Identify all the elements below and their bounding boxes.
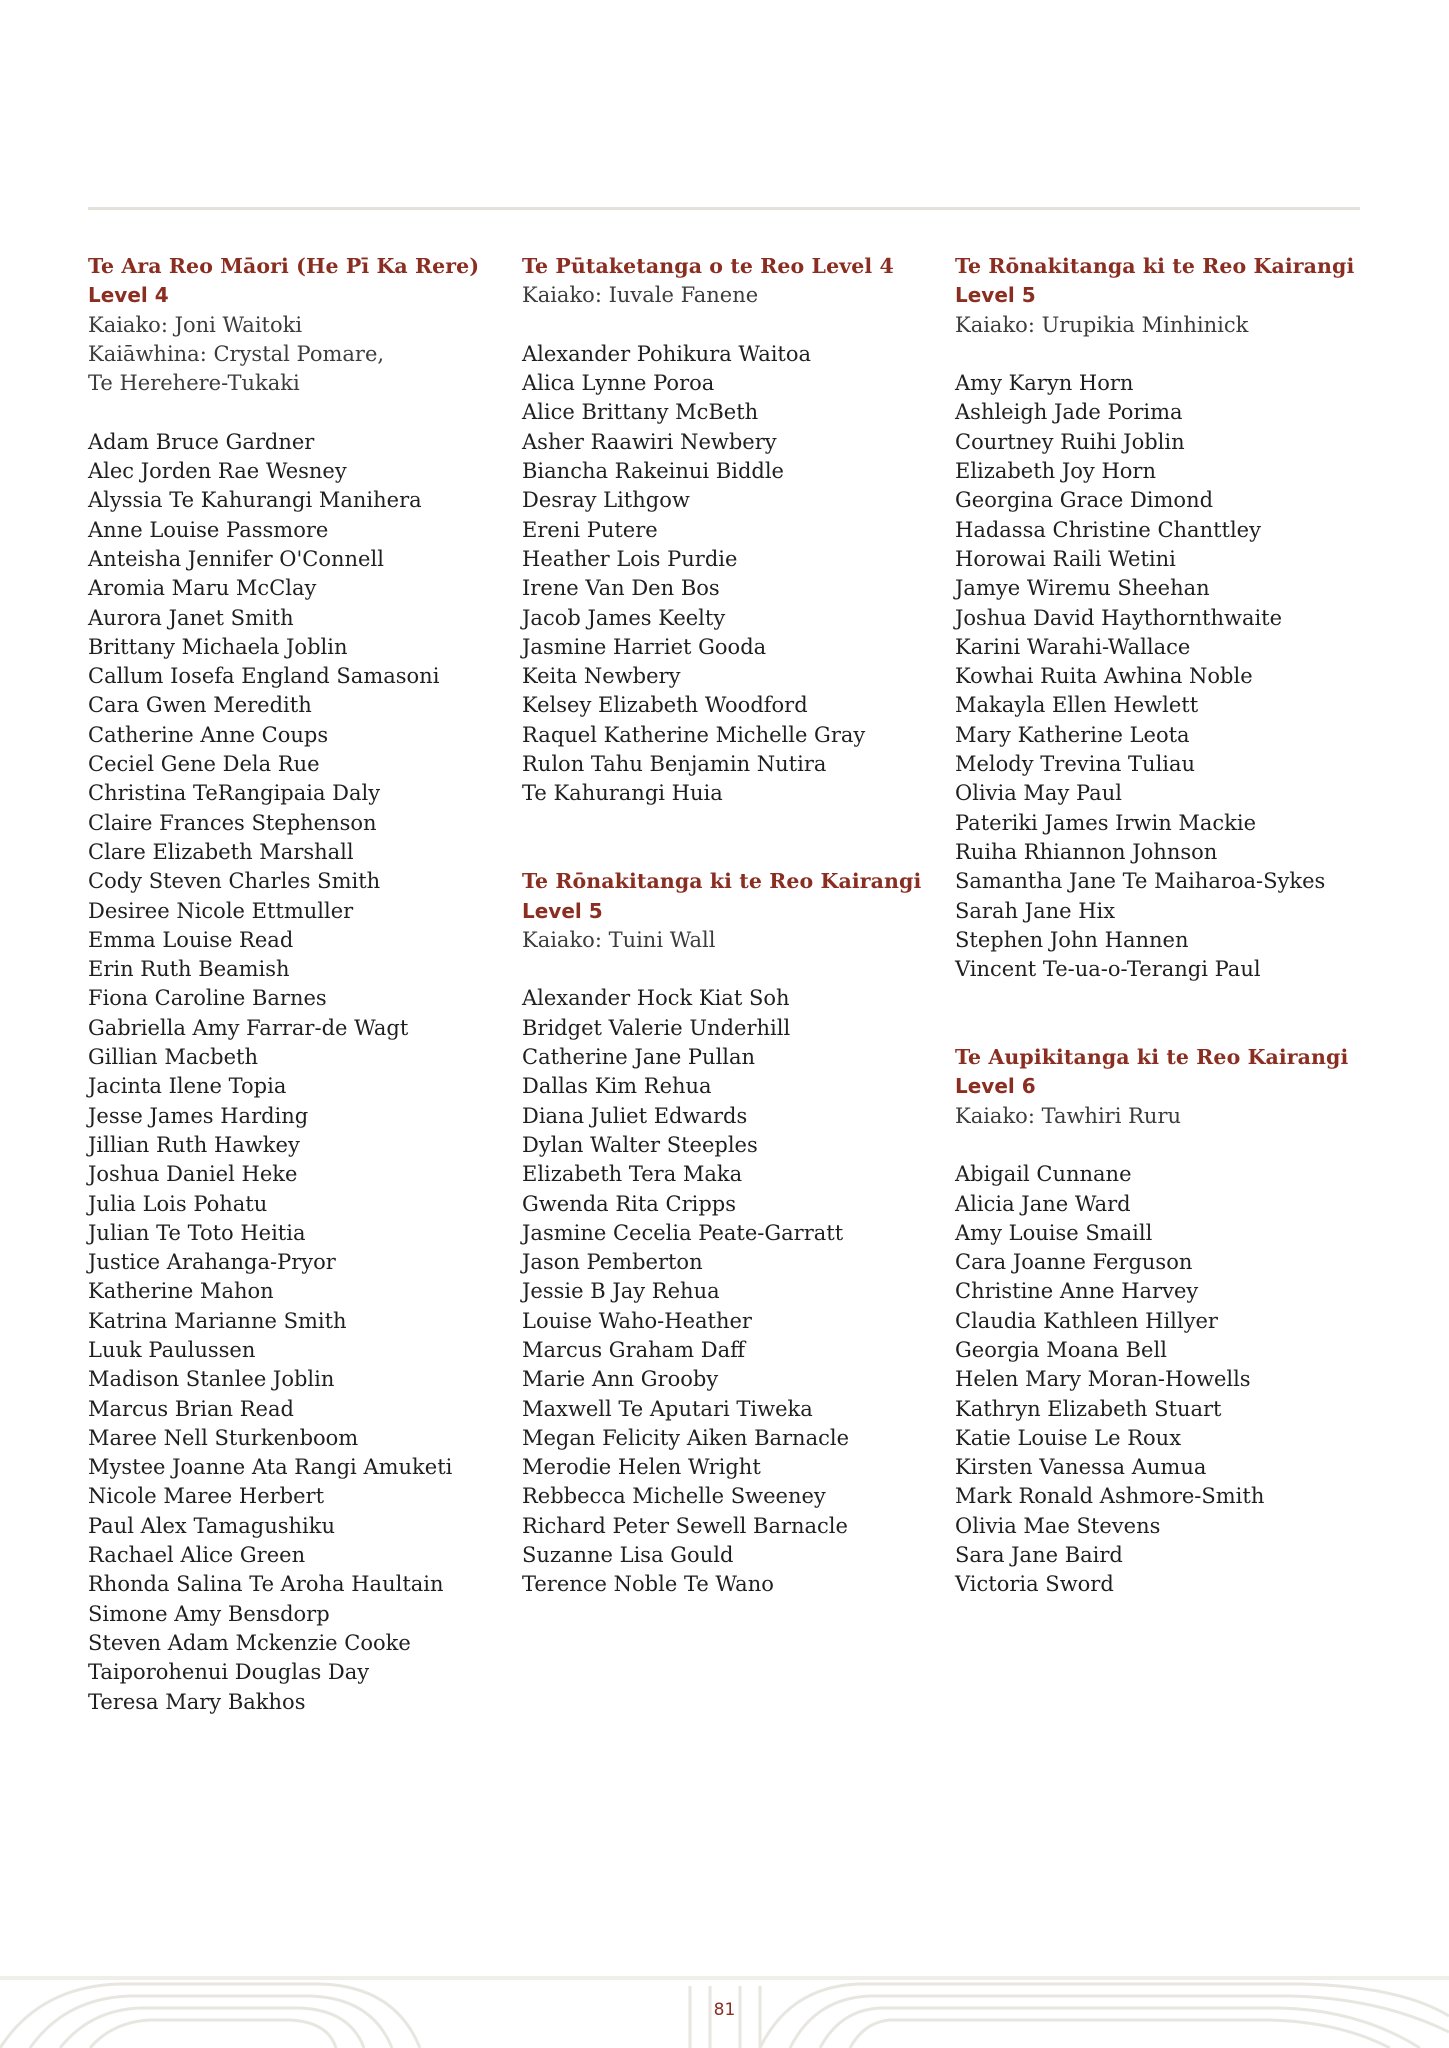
graduate-name: Anteisha Jennifer O'Connell: [88, 546, 384, 571]
graduate-name: Simone Amy Bensdorp: [88, 1601, 330, 1626]
graduate-name: Victoria Sword: [955, 1572, 1114, 1597]
section-level: Level 5: [522, 898, 603, 923]
graduate-name: Jasmine Harriet Gooda: [522, 634, 767, 659]
blank-line: [955, 340, 1355, 369]
blank-line: [88, 398, 508, 427]
graduate-name: Julian Te Toto Heitia: [88, 1220, 306, 1245]
graduate-name: Gabriella Amy Farrar-de Wagt: [88, 1015, 409, 1040]
section-spacer: [955, 984, 1355, 1043]
graduate-name: Marcus Graham Daff: [522, 1337, 746, 1362]
tutor-line: Te Herehere-Tukaki: [88, 371, 300, 396]
graduate-list: [955, 369, 1355, 984]
graduate-name: Dallas Kim Rehua: [522, 1074, 712, 1099]
graduate-name: Paul Alex Tamagushiku: [88, 1513, 336, 1538]
graduate-name: Pateriki James Irwin Mackie: [955, 810, 1257, 835]
graduate-name: Richard Peter Sewell Barnacle: [522, 1513, 848, 1538]
graduate-name: Irene Van Den Bos: [522, 576, 720, 601]
tutor-line: Kaiako: Tawhiri Ruru: [955, 1103, 1182, 1128]
graduate-name: Jacinta Ilene Topia: [88, 1074, 287, 1099]
graduate-name: Marie Ann Grooby: [522, 1367, 719, 1392]
graduate-name: Brittany Michaela Joblin: [88, 634, 348, 659]
section-level: Level 5: [955, 283, 1036, 308]
page-number: 81: [713, 2000, 736, 2020]
graduate-name: Alice Brittany McBeth: [522, 400, 759, 425]
graduate-name: Luuk Paulussen: [88, 1337, 256, 1362]
graduate-name: Aurora Janet Smith: [88, 605, 294, 630]
graduate-name: Adam Bruce Gardner: [88, 429, 315, 454]
graduate-name: Kathryn Elizabeth Stuart: [955, 1396, 1222, 1421]
graduate-name: Jessie B Jay Rehua: [522, 1279, 720, 1304]
graduate-name: Christina TeRangipaia Daly: [88, 781, 381, 806]
graduate-name: Amy Louise Smaill: [955, 1220, 1153, 1245]
graduate-name: Jacob James Keelty: [522, 605, 726, 630]
graduate-name: Sara Jane Baird: [955, 1543, 1123, 1568]
graduate-name: Bridget Valerie Underhill: [522, 1015, 791, 1040]
graduate-name: Samantha Jane Te Maiharoa-Sykes: [955, 869, 1326, 894]
graduate-name: Makayla Ellen Hewlett: [955, 693, 1199, 718]
graduate-name: Kelsey Elizabeth Woodford: [522, 693, 808, 718]
section-title: Te Aupikitanga ki te Reo Kairangi: [955, 1045, 1349, 1070]
graduate-name: Megan Felicity Aiken Barnacle: [522, 1425, 850, 1450]
graduate-name: Suzanne Lisa Gould: [522, 1543, 734, 1568]
graduate-list: [522, 340, 922, 809]
graduate-name: Te Kahurangi Huia: [522, 781, 723, 806]
section-title: Te Rōnakitanga ki te Reo Kairangi: [522, 869, 922, 894]
graduate-name: Ceciel Gene Dela Rue: [88, 752, 320, 777]
graduate-name: Helen Mary Moran-Howells: [955, 1367, 1251, 1392]
graduate-name: Joshua Daniel Heke: [88, 1162, 298, 1187]
column-2: [522, 252, 922, 1600]
graduate-name: Jillian Ruth Hawkey: [88, 1132, 300, 1157]
graduate-name: Nicole Maree Herbert: [88, 1484, 325, 1509]
graduate-name: Madison Stanlee Joblin: [88, 1367, 335, 1392]
graduate-name: Maree Nell Sturkenboom: [88, 1425, 359, 1450]
graduate-name: Jamye Wiremu Sheehan: [955, 576, 1210, 601]
graduate-name: Fiona Caroline Barnes: [88, 986, 327, 1011]
graduate-name: Steven Adam Mckenzie Cooke: [88, 1630, 411, 1655]
graduate-list: [955, 1160, 1355, 1599]
graduate-name: Ereni Putere: [522, 517, 658, 542]
graduate-name: Desiree Nicole Ettmuller: [88, 898, 354, 923]
graduate-name: Catherine Anne Coups: [88, 722, 329, 747]
graduate-name: Biancha Rakeinui Biddle: [522, 459, 784, 484]
section-level: Level 6: [955, 1074, 1036, 1099]
graduate-name: Rhonda Salina Te Aroha Haultain: [88, 1572, 444, 1597]
course-section: [522, 252, 922, 809]
graduate-name: Abigail Cunnane: [955, 1162, 1132, 1187]
graduate-name: Mary Katherine Leota: [955, 722, 1190, 747]
graduate-name: Claudia Kathleen Hillyer: [955, 1308, 1218, 1333]
graduate-name: Aromia Maru McClay: [88, 576, 317, 601]
graduate-name: Kowhai Ruita Awhina Noble: [955, 664, 1253, 689]
graduate-name: Asher Raawiri Newbery: [522, 429, 777, 454]
graduate-name: Desray Lithgow: [522, 488, 690, 513]
tutor-line: Kaiāwhina: Crystal Pomare,: [88, 341, 385, 366]
graduate-name: Emma Louise Read: [88, 927, 294, 952]
graduate-name: Teresa Mary Bakhos: [88, 1689, 306, 1714]
graduate-name: Cara Gwen Meredith: [88, 693, 312, 718]
graduate-name: Christine Anne Harvey: [955, 1279, 1199, 1304]
graduate-name: Alexander Hock Kiat Soh: [522, 986, 790, 1011]
course-section: [955, 1043, 1355, 1600]
graduate-name: Keita Newbery: [522, 664, 681, 689]
graduate-name: Hadassa Christine Chanttley: [955, 517, 1261, 542]
tutor-line: Kaiako: Iuvale Fanene: [522, 283, 759, 308]
graduate-name: Olivia Mae Stevens: [955, 1513, 1161, 1538]
graduate-list: [522, 984, 922, 1599]
graduate-name: Kirsten Vanessa Aumua: [955, 1455, 1207, 1480]
graduate-name: Louise Waho-Heather: [522, 1308, 752, 1333]
graduate-name: Joshua David Haythornthwaite: [955, 605, 1283, 630]
graduate-name: Georgia Moana Bell: [955, 1337, 1167, 1362]
blank-line: [522, 955, 922, 984]
graduate-name: Rulon Tahu Benjamin Nutira: [522, 752, 827, 777]
section-title: Te Ara Reo Māori (He Pī Ka Rere): [88, 254, 480, 278]
graduate-name: Cody Steven Charles Smith: [88, 869, 381, 894]
section-spacer: [522, 809, 922, 868]
graduate-list: [88, 428, 508, 1717]
graduate-name: Jasmine Cecelia Peate-Garratt: [522, 1220, 844, 1245]
course-section: [955, 252, 1355, 984]
section-level: Level 4: [88, 283, 169, 308]
graduate-name: Jason Pemberton: [522, 1250, 703, 1275]
graduate-name: Melody Trevina Tuliau: [955, 752, 1196, 777]
graduate-name: Anne Louise Passmore: [88, 517, 329, 542]
graduate-name: Stephen John Hannen: [955, 927, 1189, 952]
graduate-name: Ruiha Rhiannon Johnson: [955, 839, 1218, 864]
graduate-name: Katherine Mahon: [88, 1279, 274, 1304]
graduate-name: Cara Joanne Ferguson: [955, 1250, 1193, 1275]
graduate-name: Merodie Helen Wright: [522, 1455, 761, 1480]
graduate-name: Mystee Joanne Ata Rangi Amuketi: [88, 1455, 453, 1480]
graduate-name: Vincent Te-ua-o-Terangi Paul: [955, 957, 1261, 982]
graduate-name: Elizabeth Tera Maka: [522, 1162, 743, 1187]
graduate-name: Diana Juliet Edwards: [522, 1103, 748, 1128]
graduate-name: Alexander Pohikura Waitoa: [522, 341, 812, 366]
graduate-name: Karini Warahi-Wallace: [955, 634, 1191, 659]
graduate-name: Erin Ruth Beamish: [88, 957, 290, 982]
graduate-name: Alicia Jane Ward: [955, 1191, 1131, 1216]
graduate-name: Alec Jorden Rae Wesney: [88, 459, 347, 484]
graduate-name: Rachael Alice Green: [88, 1543, 306, 1568]
graduate-name: Gwenda Rita Cripps: [522, 1191, 736, 1216]
graduate-name: Olivia May Paul: [955, 781, 1122, 806]
graduate-name: Rebbecca Michelle Sweeney: [522, 1484, 826, 1509]
tutor-line: Kaiako: Urupikia Minhinick: [955, 312, 1249, 337]
graduate-name: Heather Lois Purdie: [522, 546, 738, 571]
graduate-name: Dylan Walter Steeples: [522, 1132, 758, 1157]
graduate-name: Jesse James Harding: [88, 1103, 309, 1128]
graduate-name: Julia Lois Pohatu: [88, 1191, 268, 1216]
graduate-name: Horowai Raili Wetini: [955, 546, 1176, 571]
course-section: [88, 252, 508, 1717]
column-1: [88, 252, 508, 1717]
tutor-line: Kaiako: Joni Waitoki: [88, 312, 303, 337]
blank-line: [955, 1131, 1355, 1160]
graduate-name: Amy Karyn Horn: [955, 371, 1134, 396]
section-title: Te Pūtaketanga o te Reo Level 4: [522, 254, 894, 278]
section-title: Te Rōnakitanga ki te Reo Kairangi: [955, 254, 1355, 278]
blank-line: [522, 311, 922, 340]
graduate-name: Courtney Ruihi Joblin: [955, 429, 1185, 454]
graduate-name: Georgina Grace Dimond: [955, 488, 1214, 513]
graduate-name: Katrina Marianne Smith: [88, 1308, 347, 1333]
graduate-name: Terence Noble Te Wano: [522, 1572, 774, 1597]
graduate-name: Alica Lynne Poroa: [522, 371, 715, 396]
graduate-name: Elizabeth Joy Horn: [955, 459, 1156, 484]
graduate-name: Mark Ronald Ashmore-Smith: [955, 1484, 1265, 1509]
graduate-name: Maxwell Te Aputari Tiweka: [522, 1396, 813, 1421]
graduate-name: Catherine Jane Pullan: [522, 1045, 756, 1070]
tutor-line: Kaiako: Tuini Wall: [522, 927, 716, 952]
course-section: [522, 867, 922, 1599]
top-divider: [88, 207, 1360, 210]
graduate-name: Claire Frances Stephenson: [88, 810, 377, 835]
graduate-name: Clare Elizabeth Marshall: [88, 839, 354, 864]
graduate-name: Gillian Macbeth: [88, 1045, 258, 1070]
graduate-name: Raquel Katherine Michelle Gray: [522, 722, 866, 747]
graduate-name: Callum Iosefa England Samasoni: [88, 664, 440, 689]
graduate-name: Sarah Jane Hix: [955, 898, 1116, 923]
graduate-name: Katie Louise Le Roux: [955, 1425, 1182, 1450]
graduate-name: Justice Arahanga-Pryor: [88, 1250, 336, 1275]
column-3: [955, 252, 1355, 1600]
graduate-name: Ashleigh Jade Porima: [955, 400, 1183, 425]
graduate-name: Taiporohenui Douglas Day: [88, 1660, 370, 1685]
graduate-name: Marcus Brian Read: [88, 1396, 294, 1421]
graduate-name: Alyssia Te Kahurangi Manihera: [88, 488, 422, 513]
